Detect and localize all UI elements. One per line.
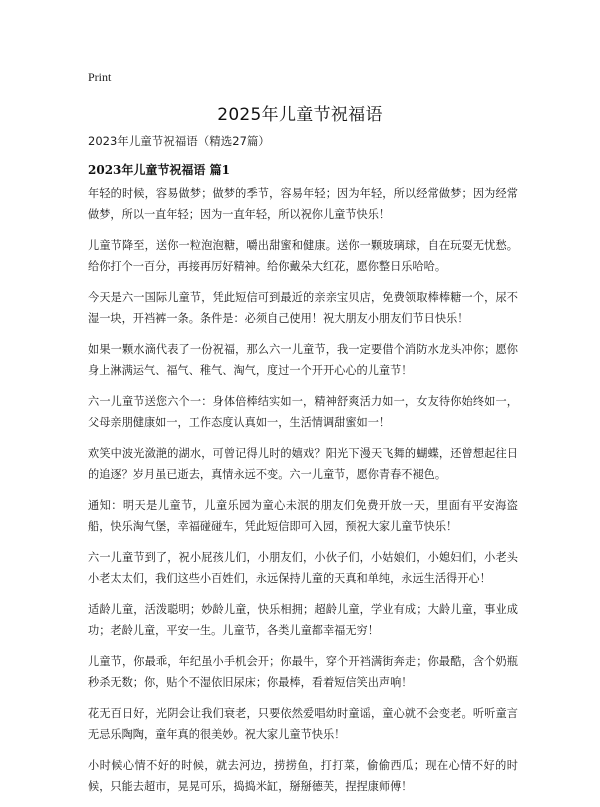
paragraph: 欢笑中波光潋滟的湖水，可曾记得儿时的嬉戏？阳光下漫天飞舞的蝴蝶，还曾想起往日的追逐？岁月虽已逝去，真情永远不变。六一儿童节，愿你青春不褪色。	[88, 447, 518, 481]
paragraph: 六一儿童节到了，祝小屁孩儿们，小朋友们，小伙子们，小姑娘们，小媳妇们，小老头小老太太们，我们这些小百姓们，永远保持儿童的天真和单纯，永远生活得开心！	[88, 551, 518, 585]
section-heading: 2023年儿童节祝福语 篇1	[88, 163, 230, 177]
article-body	[88, 183, 518, 807]
paragraph: 六一儿童节送您六个一：身体倍棒结实如一，精神舒爽活力如一，女友待你始终如一，父母亲朋健康如一，工作态度认真如一，生活情调甜蜜如一！	[88, 395, 518, 429]
page-title: 2025年儿童节祝福语	[217, 105, 383, 125]
paragraph: 适龄儿童，活泼聪明；妙龄儿童，快乐相拥；超龄儿童，学业有成；大龄儿童，事业成功；老龄儿童，平安一生。儿童节，各类儿童都幸福无穷！	[88, 603, 518, 637]
document-subtitle: 2023年儿童节祝福语（精选27篇）	[88, 134, 270, 148]
paragraph: 小时候心情不好的时候，就去河边，捞捞鱼，打打菜，偷偷西瓜；现在心情不好的时候，只能去超市，晃晃可乐，捣捣米缸，掰掰德芙，捏捏康师傅！	[88, 759, 518, 793]
paragraph: 年轻的时候，容易做梦；做梦的季节，容易年轻；因为年轻，所以经常做梦；因为经常做梦，所以一直年轻；因为一直年轻，所以祝你儿童节快乐！	[88, 187, 518, 221]
paragraph: 儿童节降至，送你一粒泡泡糖，嚼出甜蜜和健康。送你一颗玻璃球，自在玩耍无忧愁。给你打个一百分，再接再厉好精神。给你戴朵大红花，愿你整日乐哈哈。	[88, 239, 518, 273]
paragraph: 今天是六一国际儿童节，凭此短信可到最近的亲亲宝贝店，免费领取棒棒糖一个，尿不湿一块，开裆裤一条。条件是：必须自己使用！祝大朋友小朋友们节日快乐！	[88, 291, 518, 325]
paragraph: 花无百日好，光阴会让我们衰老，只要依然爱唱幼时童谣，童心就不会变老。听听童言无忌乐陶陶，童年真的很美妙。祝大家儿童节快乐！	[88, 707, 518, 741]
paragraph: 如果一颗水滴代表了一份祝福，那么六一儿童节，我一定要借个消防水龙头冲你；愿你身上淋满运气、福气、稚气、淘气，度过一个开开心心的儿童节！	[88, 343, 518, 377]
print-link[interactable]: Print	[88, 70, 112, 84]
paragraph: 儿童节，你最乖，年纪虽小手机会开；你最牛，穿个开裆满街奔走；你最酷，含个奶瓶秒杀无数；你，贴个不湿依旧尿床；你最棒，看着短信笑出声响！	[88, 655, 518, 689]
paragraph: 通知：明天是儿童节，儿童乐园为童心未泯的朋友们免费开放一天，里面有平安海盗船，快乐淘气堡，幸福碰碰车，凭此短信即可入园，预祝大家儿童节快乐！	[88, 499, 518, 533]
